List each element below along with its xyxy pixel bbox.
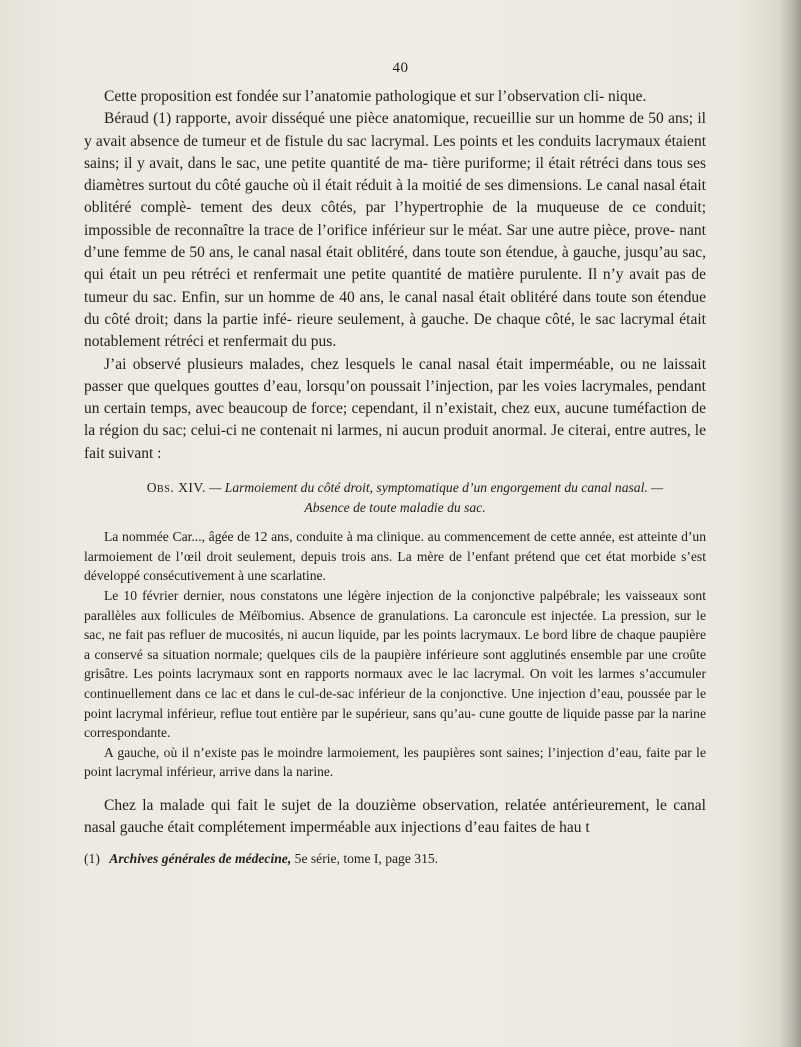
footnote-source: Archives générales de médecine, bbox=[109, 850, 292, 866]
body-text bbox=[84, 86, 706, 465]
observation-block bbox=[84, 478, 706, 782]
paragraph-intro: Cette proposition est fondée sur l’anatomie pathologique et sur l’observation cli- nique. bbox=[104, 88, 647, 105]
paragraph-observations: J’ai observé plusieurs malades, chez lesquels le canal nasal était imperméable, ou ne laissait passer que quelques gouttes d’eau, lorsqu’on poussait l’injection, par les voies lacrymales, pendant un certain temps, avec beaucoup de force; cependant, il n’existait, chez eux, aucune tuméfaction de la région du sac; celui-ci ne contenait ni larmes, ni aucun produit anormal. Je citerai, entre autres, le fait suivant : bbox=[84, 355, 706, 462]
closing-text bbox=[84, 795, 706, 840]
observation-paragraph: Le 10 février dernier, nous constatons une légère injection de la conjonctive palpébrale; les vaisseaux sont parallèles aux follicules de Méïbomius. Absence de granulations. La caroncule est injectée. La pression, sur le sac, ne fait pas refluer de mucosités, ni aucun liquide, par les points lacrymaux. Le bord libre de chaque paupière a conservé sa situation normale; quelques cils de la paupière inférieure sont agglutinés ensemble par une croûte grisâtre. Les points lacrymaux sont en rapports normaux avec le lac lacrymal. On voit les larmes s’accumuler continuellement dans ce lac et dans le cul-de-sac inférieur de la conjonctive. Une injection d’eau, poussée par le point lacrymal inférieur, reflue tout entière par le supérieur, sans qu’au- cune goutte de liquide passe par la narine correspondante. bbox=[84, 588, 706, 741]
observation-title-line1: — Larmoiement du côté droit, symptomatique d’un engorgement du canal nasal. — bbox=[209, 480, 664, 496]
observation-title bbox=[84, 478, 706, 517]
footnote-mark: (1) bbox=[84, 850, 100, 866]
observation-label: Obs. XIV. bbox=[146, 480, 206, 496]
page-content bbox=[84, 86, 706, 868]
footnote bbox=[84, 850, 706, 868]
paragraph-closing: Chez la malade qui fait le sujet de la douzième observation, relatée antérieurement, le canal nasal gauche était complétement imperméable aux injections d’eau faites de hau t bbox=[84, 796, 706, 837]
page-number: 40 bbox=[392, 60, 409, 76]
observation-paragraph: La nommée Car..., âgée de 12 ans, conduite à ma clinique. au commencement de cette année, est atteinte d’un larmoiement de l’œil droit seulement, depuis trois ans. La mère de l’enfant prétend que cet état morbide s’est développé consécutivement à une scarlatine. bbox=[84, 529, 706, 584]
observation-title-line2: Absence de toute maladie du sac. bbox=[304, 499, 486, 515]
observation-paragraph: A gauche, où il n’existe pas le moindre larmoiement, les paupières sont saines; l’injection d’eau, faite par le point lacrymal inférieur, arrive dans la narine. bbox=[84, 744, 706, 780]
footnote-details: 5e série, tome I, page 315. bbox=[294, 850, 439, 866]
paragraph-beraud: Béraud (1) rapporte, avoir disséqué une pièce anatomique, recueillie sur un homme de 50 ans; il y avait absence de tumeur et de fistule du sac lacrymal. Les points et les conduits lacrymaux étaient sains; il y avait, dans le sac, une petite quantité de ma- tière puriforme; il était rétréci dans tous ses diamètres surtout du côté gauche où il était réduit à la moitié de ses dimensions. Le canal nasal était oblitéré complè- tement des deux côtés, par l’hypertrophie de la muqueuse de ce conduit; impossible de reconnaître la trace de l’orifice inférieur sur le méat. Sar une autre pièce, prove- nant d’une femme de 50 ans, le canal nasal était oblitéré, dans toute son étendue, à gauche, jusqu’au sac, qui était un peu rétréci et renfermait une petite quantité de matière purulente. Il n’y avait pas de tumeur du sac. Enfin, sur un homme de 40 ans, le canal nasal était oblitéré dans toute son étendue du côté droit; dans la partie infé- rieure seulement, à gauche. De chaque côté, le sac lacrymal était notablement rétréci et renfermait du pus. bbox=[84, 110, 706, 351]
page-edge-shadow bbox=[779, 0, 801, 1047]
